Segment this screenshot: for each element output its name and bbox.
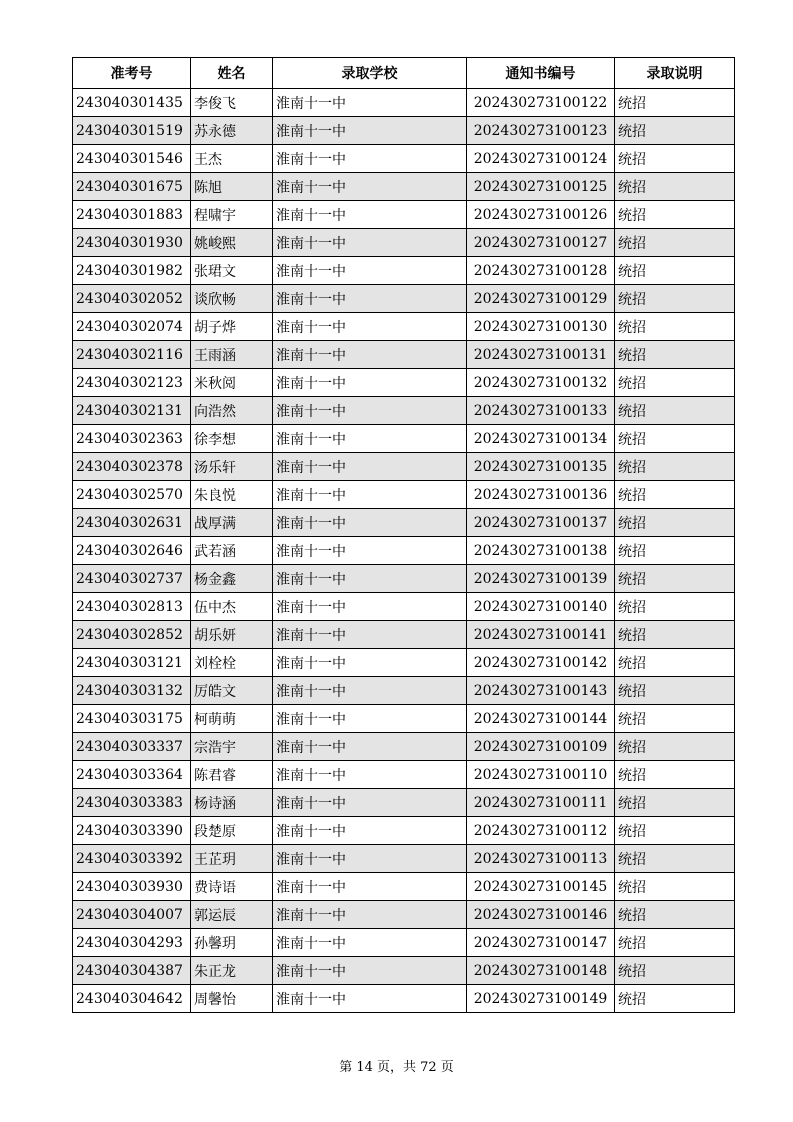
cell-exam-number: 243040302116 (73, 341, 191, 369)
cell-exam-number: 243040302131 (73, 397, 191, 425)
cell-notice-number: 202430273100148 (467, 957, 615, 985)
cell-student-name: 陈旭 (191, 173, 273, 201)
cell-student-name: 胡子烨 (191, 313, 273, 341)
cell-school: 淮南十一中 (273, 705, 467, 733)
cell-student-name: 谈欣畅 (191, 285, 273, 313)
cell-notice-number: 202430273100138 (467, 537, 615, 565)
cell-student-name: 段楚原 (191, 817, 273, 845)
cell-admission-note: 统招 (615, 565, 735, 593)
cell-notice-number: 202430273100140 (467, 593, 615, 621)
cell-notice-number: 202430273100131 (467, 341, 615, 369)
cell-admission-note: 统招 (615, 117, 735, 145)
table-row (73, 845, 735, 873)
cell-student-name: 刘栓栓 (191, 649, 273, 677)
table-row (73, 537, 735, 565)
cell-admission-note: 统招 (615, 425, 735, 453)
cell-student-name: 费诗语 (191, 873, 273, 901)
table-row (73, 397, 735, 425)
cell-notice-number: 202430273100125 (467, 173, 615, 201)
table-row (73, 369, 735, 397)
cell-school: 淮南十一中 (273, 789, 467, 817)
cell-exam-number: 243040302631 (73, 509, 191, 537)
table-row (73, 705, 735, 733)
cell-student-name: 宗浩宇 (191, 733, 273, 761)
cell-school: 淮南十一中 (273, 901, 467, 929)
cell-notice-number: 202430273100134 (467, 425, 615, 453)
page-footer: 第 14 页，共 72 页 (339, 1060, 454, 1075)
cell-school: 淮南十一中 (273, 425, 467, 453)
cell-school: 淮南十一中 (273, 733, 467, 761)
cell-admission-note: 统招 (615, 481, 735, 509)
cell-admission-note: 统招 (615, 845, 735, 873)
cell-admission-note: 统招 (615, 173, 735, 201)
cell-notice-number: 202430273100132 (467, 369, 615, 397)
cell-notice-number: 202430273100142 (467, 649, 615, 677)
table-row (73, 789, 735, 817)
cell-notice-number: 202430273100126 (467, 201, 615, 229)
cell-school: 淮南十一中 (273, 285, 467, 313)
cell-exam-number: 243040301675 (73, 173, 191, 201)
table-header-row (73, 58, 735, 89)
cell-notice-number: 202430273100129 (467, 285, 615, 313)
table-row (73, 733, 735, 761)
cell-exam-number: 243040302363 (73, 425, 191, 453)
cell-exam-number: 243040303392 (73, 845, 191, 873)
cell-notice-number: 202430273100110 (467, 761, 615, 789)
cell-school: 淮南十一中 (273, 369, 467, 397)
cell-exam-number: 243040303175 (73, 705, 191, 733)
cell-student-name: 王杰 (191, 145, 273, 173)
cell-student-name: 孙馨玥 (191, 929, 273, 957)
cell-notice-number: 202430273100146 (467, 901, 615, 929)
cell-admission-note: 统招 (615, 229, 735, 257)
cell-exam-number: 243040303364 (73, 761, 191, 789)
cell-student-name: 武若涵 (191, 537, 273, 565)
cell-school: 淮南十一中 (273, 873, 467, 901)
cell-admission-note: 统招 (615, 873, 735, 901)
cell-notice-number: 202430273100124 (467, 145, 615, 173)
cell-school: 淮南十一中 (273, 201, 467, 229)
cell-exam-number: 243040302570 (73, 481, 191, 509)
cell-admission-note: 统招 (615, 369, 735, 397)
table-row (73, 117, 735, 145)
cell-student-name: 柯萌萌 (191, 705, 273, 733)
table-row (73, 89, 735, 117)
cell-student-name: 李俊飞 (191, 89, 273, 117)
cell-school: 淮南十一中 (273, 481, 467, 509)
cell-exam-number: 243040302123 (73, 369, 191, 397)
cell-school: 淮南十一中 (273, 985, 467, 1013)
cell-student-name: 陈君睿 (191, 761, 273, 789)
cell-admission-note: 统招 (615, 621, 735, 649)
cell-student-name: 战厚满 (191, 509, 273, 537)
cell-admission-note: 统招 (615, 341, 735, 369)
cell-notice-number: 202430273100141 (467, 621, 615, 649)
cell-school: 淮南十一中 (273, 817, 467, 845)
cell-school: 淮南十一中 (273, 593, 467, 621)
table-row (73, 201, 735, 229)
cell-admission-note: 统招 (615, 677, 735, 705)
cell-school: 淮南十一中 (273, 229, 467, 257)
cell-school: 淮南十一中 (273, 761, 467, 789)
cell-exam-number: 243040303132 (73, 677, 191, 705)
cell-notice-number: 202430273100112 (467, 817, 615, 845)
cell-notice-number: 202430273100139 (467, 565, 615, 593)
cell-exam-number: 243040301930 (73, 229, 191, 257)
cell-school: 淮南十一中 (273, 509, 467, 537)
header-exam-number: 准考号 (73, 58, 191, 89)
cell-notice-number: 202430273100137 (467, 509, 615, 537)
cell-exam-number: 243040304642 (73, 985, 191, 1013)
table-row (73, 621, 735, 649)
cell-admission-note: 统招 (615, 593, 735, 621)
cell-admission-note: 统招 (615, 145, 735, 173)
cell-student-name: 胡乐妍 (191, 621, 273, 649)
cell-exam-number: 243040303337 (73, 733, 191, 761)
cell-exam-number: 243040302052 (73, 285, 191, 313)
cell-student-name: 伍中杰 (191, 593, 273, 621)
table-row (73, 649, 735, 677)
cell-notice-number: 202430273100143 (467, 677, 615, 705)
cell-notice-number: 202430273100113 (467, 845, 615, 873)
cell-notice-number: 202430273100136 (467, 481, 615, 509)
cell-student-name: 王雨涵 (191, 341, 273, 369)
cell-notice-number: 202430273100144 (467, 705, 615, 733)
cell-school: 淮南十一中 (273, 957, 467, 985)
cell-exam-number: 243040304293 (73, 929, 191, 957)
table-row (73, 453, 735, 481)
table-row (73, 677, 735, 705)
cell-notice-number: 202430273100128 (467, 257, 615, 285)
cell-student-name: 厉皓文 (191, 677, 273, 705)
table-body (73, 89, 735, 1013)
cell-admission-note: 统招 (615, 733, 735, 761)
cell-school: 淮南十一中 (273, 117, 467, 145)
cell-admission-note: 统招 (615, 201, 735, 229)
cell-student-name: 朱正龙 (191, 957, 273, 985)
cell-admission-note: 统招 (615, 649, 735, 677)
cell-student-name: 徐李想 (191, 425, 273, 453)
cell-student-name: 张珺文 (191, 257, 273, 285)
cell-school: 淮南十一中 (273, 845, 467, 873)
cell-exam-number: 243040304007 (73, 901, 191, 929)
cell-exam-number: 243040303930 (73, 873, 191, 901)
cell-admission-note: 统招 (615, 285, 735, 313)
cell-exam-number: 243040302813 (73, 593, 191, 621)
cell-school: 淮南十一中 (273, 677, 467, 705)
cell-school: 淮南十一中 (273, 341, 467, 369)
table-row (73, 481, 735, 509)
cell-admission-note: 统招 (615, 761, 735, 789)
cell-admission-note: 统招 (615, 257, 735, 285)
cell-school: 淮南十一中 (273, 929, 467, 957)
admission-table (72, 57, 735, 1013)
cell-notice-number: 202430273100127 (467, 229, 615, 257)
table-row (73, 313, 735, 341)
cell-admission-note: 统招 (615, 705, 735, 733)
cell-admission-note: 统招 (615, 817, 735, 845)
cell-student-name: 王芷玥 (191, 845, 273, 873)
cell-notice-number: 202430273100147 (467, 929, 615, 957)
cell-school: 淮南十一中 (273, 453, 467, 481)
cell-student-name: 杨诗涵 (191, 789, 273, 817)
cell-school: 淮南十一中 (273, 313, 467, 341)
cell-admission-note: 统招 (615, 313, 735, 341)
cell-notice-number: 202430273100122 (467, 89, 615, 117)
cell-admission-note: 统招 (615, 89, 735, 117)
cell-admission-note: 统招 (615, 929, 735, 957)
cell-exam-number: 243040302074 (73, 313, 191, 341)
cell-admission-note: 统招 (615, 901, 735, 929)
cell-student-name: 米秋阅 (191, 369, 273, 397)
cell-exam-number: 243040301546 (73, 145, 191, 173)
table-row (73, 957, 735, 985)
cell-admission-note: 统招 (615, 537, 735, 565)
cell-exam-number: 243040302378 (73, 453, 191, 481)
cell-school: 淮南十一中 (273, 565, 467, 593)
table-row (73, 873, 735, 901)
table-row (73, 425, 735, 453)
cell-student-name: 朱良悦 (191, 481, 273, 509)
cell-notice-number: 202430273100135 (467, 453, 615, 481)
table-row (73, 229, 735, 257)
cell-school: 淮南十一中 (273, 145, 467, 173)
table-row (73, 817, 735, 845)
cell-admission-note: 统招 (615, 509, 735, 537)
cell-admission-note: 统招 (615, 789, 735, 817)
cell-school: 淮南十一中 (273, 397, 467, 425)
cell-notice-number: 202430273100130 (467, 313, 615, 341)
table-row (73, 173, 735, 201)
header-school: 录取学校 (273, 58, 467, 89)
cell-exam-number: 243040302852 (73, 621, 191, 649)
cell-notice-number: 202430273100109 (467, 733, 615, 761)
cell-student-name: 姚峻熙 (191, 229, 273, 257)
cell-notice-number: 202430273100123 (467, 117, 615, 145)
cell-student-name: 向浩然 (191, 397, 273, 425)
table-row (73, 145, 735, 173)
cell-exam-number: 243040302737 (73, 565, 191, 593)
cell-school: 淮南十一中 (273, 173, 467, 201)
cell-student-name: 郭运辰 (191, 901, 273, 929)
cell-notice-number: 202430273100111 (467, 789, 615, 817)
cell-admission-note: 统招 (615, 397, 735, 425)
table-row (73, 509, 735, 537)
table-row (73, 257, 735, 285)
cell-exam-number: 243040302646 (73, 537, 191, 565)
table-row (73, 341, 735, 369)
table-row (73, 285, 735, 313)
cell-notice-number: 202430273100149 (467, 985, 615, 1013)
cell-exam-number: 243040301435 (73, 89, 191, 117)
cell-student-name: 苏永德 (191, 117, 273, 145)
cell-admission-note: 统招 (615, 453, 735, 481)
table-row (73, 593, 735, 621)
cell-school: 淮南十一中 (273, 621, 467, 649)
cell-exam-number: 243040301519 (73, 117, 191, 145)
cell-exam-number: 243040303383 (73, 789, 191, 817)
cell-exam-number: 243040301982 (73, 257, 191, 285)
cell-exam-number: 243040303390 (73, 817, 191, 845)
cell-notice-number: 202430273100145 (467, 873, 615, 901)
cell-student-name: 汤乐轩 (191, 453, 273, 481)
cell-student-name: 杨金鑫 (191, 565, 273, 593)
cell-student-name: 程啸宇 (191, 201, 273, 229)
cell-admission-note: 统招 (615, 957, 735, 985)
cell-school: 淮南十一中 (273, 89, 467, 117)
table-row (73, 565, 735, 593)
cell-exam-number: 243040303121 (73, 649, 191, 677)
cell-exam-number: 243040304387 (73, 957, 191, 985)
table-row (73, 901, 735, 929)
table-row (73, 929, 735, 957)
table-row (73, 985, 735, 1013)
cell-school: 淮南十一中 (273, 537, 467, 565)
cell-student-name: 周馨怡 (191, 985, 273, 1013)
table-row (73, 761, 735, 789)
header-name: 姓名 (191, 58, 273, 89)
cell-notice-number: 202430273100133 (467, 397, 615, 425)
cell-school: 淮南十一中 (273, 649, 467, 677)
cell-school: 淮南十一中 (273, 257, 467, 285)
cell-exam-number: 243040301883 (73, 201, 191, 229)
cell-admission-note: 统招 (615, 985, 735, 1013)
header-admission-note: 录取说明 (615, 58, 735, 89)
header-notice-number: 通知书编号 (467, 58, 615, 89)
